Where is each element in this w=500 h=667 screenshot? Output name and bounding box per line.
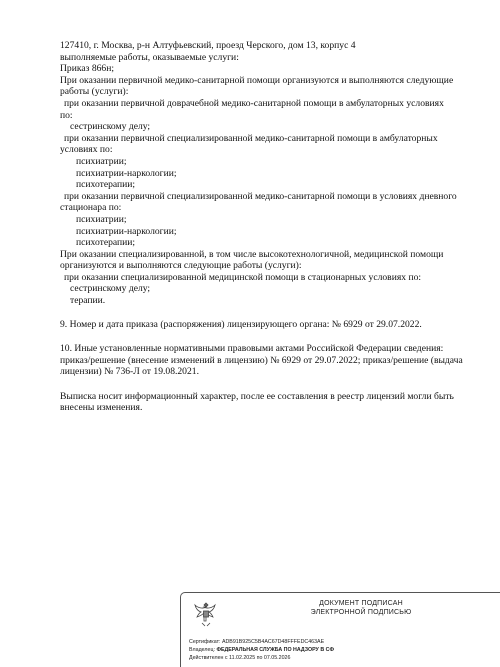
item-10-line: лицензии) № 736-Л от 19.08.2021. — [60, 366, 199, 378]
text-line: при оказании первичной специализированной медико-санитарной помощи в амбулаторных — [64, 132, 438, 144]
list-item: психотерапии; — [76, 179, 136, 191]
footer-note-line: Выписка носит информационный характер, после ее составления в реестр лицензий могли быть — [60, 390, 454, 402]
stamp-certificate-row: Сертификат: ADB91B925C5B4AC67D48FFFEDC463AE — [189, 639, 325, 645]
item-10-line: приказ/решение (внесение изменений в лицензию) № 6929 от 29.07.2022; приказ/решение (выдача — [60, 354, 463, 366]
list-item: психиатрии; — [76, 155, 127, 167]
certificate-owner: ФЕДЕРАЛЬНАЯ СЛУЖБА ПО НАДЗОРУ В СФ — [216, 647, 334, 653]
works-heading: выполняемые работы, оказываемые услуги: — [60, 51, 239, 63]
text-line: При оказании специализированной, в том числе высокотехнологичной, медицинской помощи — [60, 248, 444, 260]
list-item: терапии. — [70, 295, 106, 307]
text-line: стационара по: — [60, 202, 122, 214]
item-10-line: 10. Иные установленные нормативными правовыми актами Российской Федерации сведения: — [60, 343, 444, 355]
address-line: 127410, г. Москва, р-н Алтуфьевский, проезд Черского, дом 13, корпус 4 — [60, 40, 356, 51]
stamp-title: ДОКУМЕНТ ПОДПИСАН ЭЛЕКТРОННОЙ ПОДПИСЬЮ — [310, 600, 412, 616]
list-item: психиатрии-наркологии; — [76, 225, 177, 237]
text-line: при оказании первичной специализированной медико-санитарной помощи в условиях дневного — [64, 190, 457, 202]
text-line: условиях по: — [60, 144, 113, 156]
e-signature-stamp — [180, 592, 500, 667]
text-line: по: — [60, 109, 73, 121]
text-line: При оказании первичной медико-санитарной помощи организуются и выполняются следующие — [60, 74, 454, 86]
stamp-owner-row: Владелец: ФЕДЕРАЛЬНАЯ СЛУЖБА ПО НАДЗОРУ В СФ — [189, 647, 334, 653]
document-body — [60, 40, 500, 414]
text-line: при оказании первичной доврачебной медико-санитарной помощи в амбулаторных условиях — [64, 97, 444, 109]
list-item: сестринскому делу; — [70, 283, 151, 295]
order-line: Приказ 866н; — [60, 63, 115, 75]
list-item: психиатрии; — [76, 213, 127, 225]
stamp-validity-row: Действителен с 11.02.2025 по 07.05.2026 — [189, 655, 291, 661]
text-line: при оказании специализированной медицинской помощи в стационарных условиях по: — [64, 271, 422, 283]
list-item: психотерапии; — [76, 237, 136, 249]
item-9-order-number: 9. Номер и дата приказа (распоряжения) лицензирующего органа: № 6929 от 29.07.2022. — [60, 319, 422, 331]
text-line: работы (услуги): — [60, 86, 129, 98]
footer-note-line: внесены изменения. — [60, 402, 143, 414]
certificate-serial: ADB91B925C5B4AC67D48FFFEDC463AE — [221, 639, 325, 645]
text-line: организуются и выполняются следующие работы (услуги): — [60, 260, 302, 272]
coat-of-arms-icon — [191, 599, 221, 629]
list-item: сестринскому делу; — [70, 121, 151, 133]
list-item: психиатрии-наркологии; — [76, 167, 177, 179]
